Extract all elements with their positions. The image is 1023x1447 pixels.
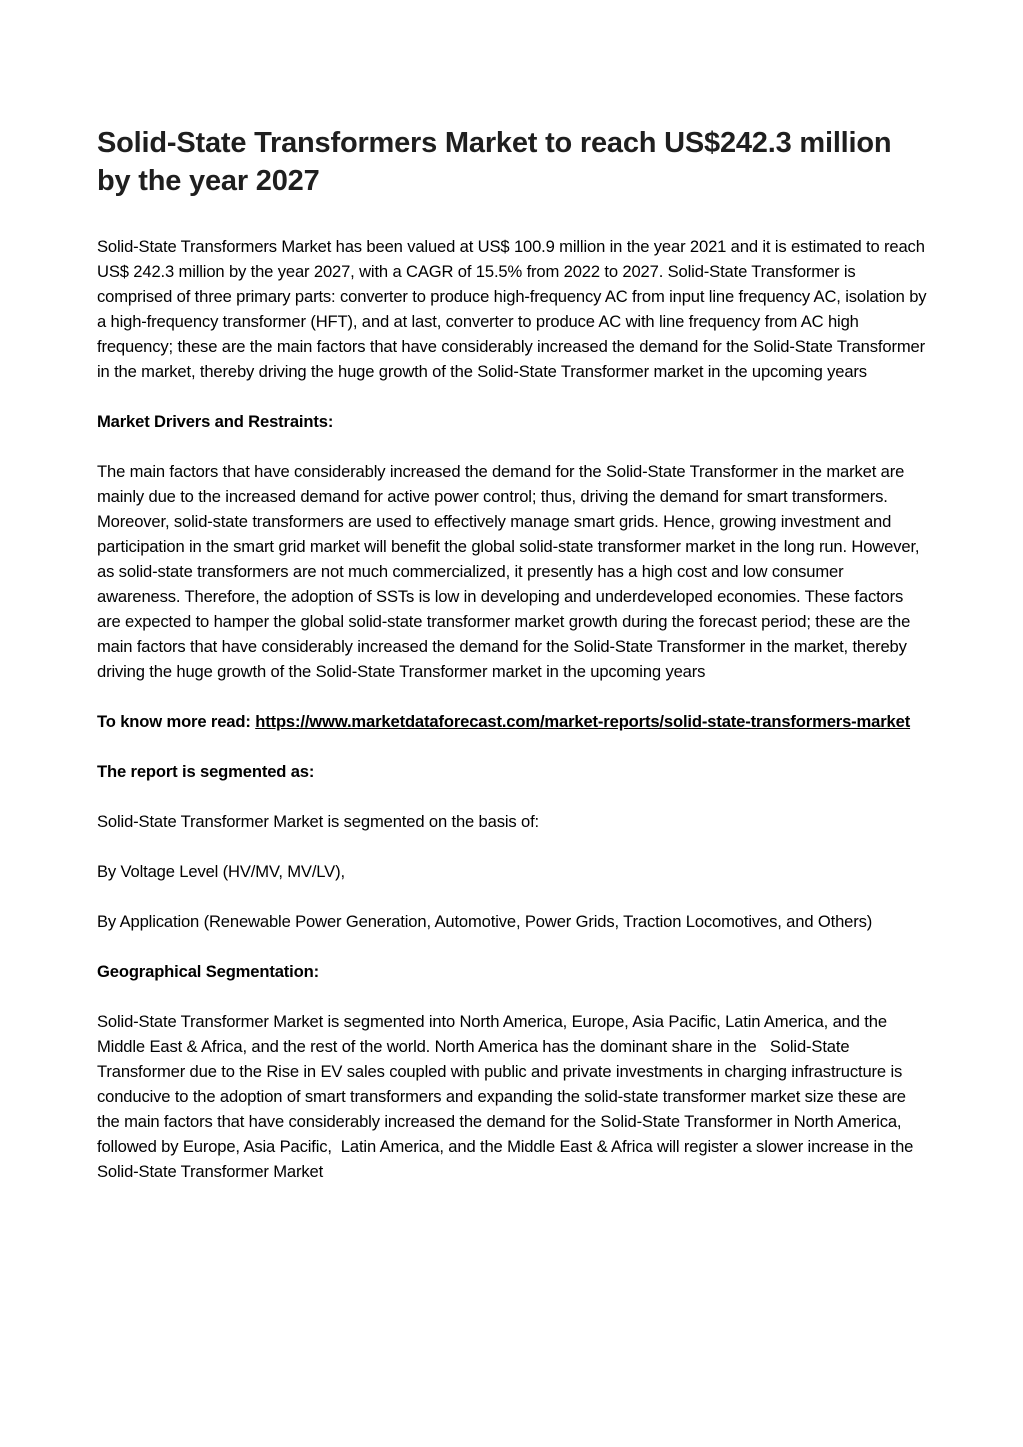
segmented-intro: Solid-State Transformer Market is segmented on the basis of: [97, 812, 540, 831]
intro-paragraph: Solid-State Transformers Market has been valued at US$ 100.9 million in the year 2021 and it is estimated to reach US$ 242.3 million by the year 2027, with a CAGR of 15.5% from 2022 to 2027. Solid-State Transformer is comprised of three primary parts: converter to produce high-frequency AC from input line frequency AC, isolation by a high-frequency transformer (HFT), and at last, converter to produce AC with line frequency from AC high frequency; these are the main factors that have considerably increased the demand for the Solid-State Transformer in the market, thereby driving the huge growth of the Solid-State Transformer market in the upcoming years [97, 237, 927, 381]
segment-application: By Application (Renewable Power Generation, Automotive, Power Grids, Traction Locomotives, and Others) [97, 912, 873, 931]
drivers-paragraph: The main factors that have considerably increased the demand for the Solid-State Transformer in the market are mainly due to the increased demand for active power control; thus, driving the demand for smart transformers. Moreover, solid-state transformers are used to effectively manage smart grids. Hence, growing investment and participation in the smart grid market will benefit the global solid-state transformer market in the long run. However, as solid-state transformers are not much commercialized, it presently has a high cost and low consumer awareness. Therefore, the adoption of SSTs is low in developing and underdeveloped economies. These factors are expected to hamper the global solid-state transformer market growth during the forecast period; these are the main factors that have considerably increased the demand for the Solid-State Transformer in the market, thereby driving the huge growth of the Solid-State Transformer market in the upcoming years [97, 462, 920, 681]
document-page [97, 124, 927, 1209]
geo-paragraph: Solid-State Transformer Market is segmented into North America, Europe, Asia Pacific, Latin America, and the Middle East & Africa, and the rest of the world. North America has the dominant share in the Solid-State Transformer due to the Rise in EV sales coupled with public and private investments in charging infrastructure is conducive to the adoption of smart transformers and expanding the solid-state transformer market size these are the main factors that have considerably increased the demand for the Solid-State Transformer in North America, followed by Europe, Asia Pacific, Latin America, and the Middle East & Africa will register a slower increase in the Solid-State Transformer Market [97, 1012, 927, 1181]
report-link[interactable]: https://www.marketdataforecast.com/market-reports/solid-state-transformers-market [255, 712, 911, 731]
read-more-line [97, 709, 927, 734]
read-more-label: To know more read: [97, 712, 256, 731]
segmented-heading: The report is segmented as: [97, 762, 315, 781]
document-title: Solid-State Transformers Market to reach US$242.3 million by the year 2027 [97, 127, 892, 197]
geo-heading: Geographical Segmentation: [97, 962, 319, 981]
segment-voltage: By Voltage Level (HV/MV, MV/LV), [97, 862, 345, 881]
drivers-heading: Market Drivers and Restraints: [97, 412, 334, 431]
